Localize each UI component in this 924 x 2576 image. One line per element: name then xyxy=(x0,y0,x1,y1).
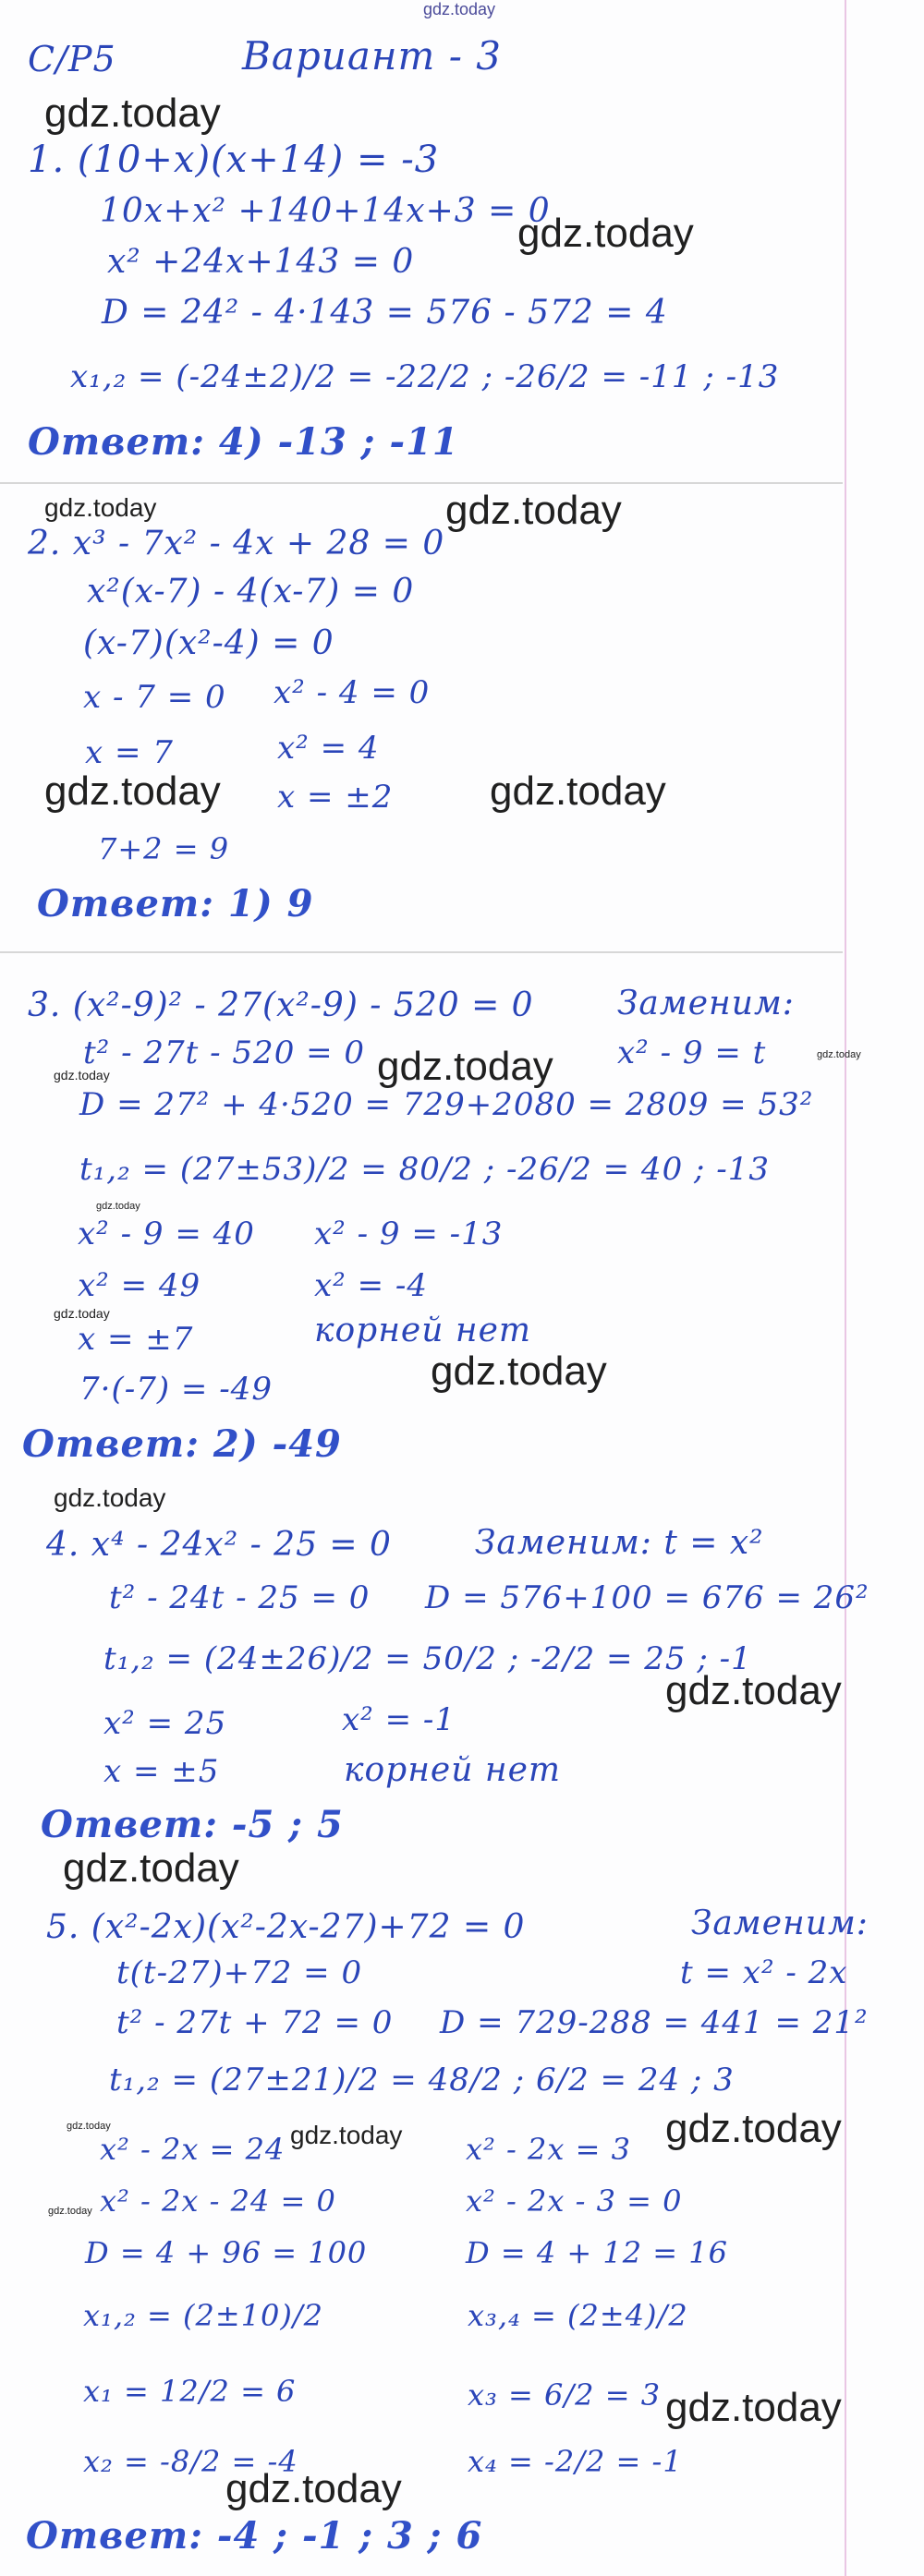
watermark: gdz.today xyxy=(44,91,221,136)
task-3-line: 3. (x²-9)² - 27(x²-9) - 520 = 0 xyxy=(28,986,534,1024)
task-2-line: x² - 4 = 0 xyxy=(274,674,431,711)
task-5-line: x₁,₂ = (2±10)/2 xyxy=(83,2298,324,2333)
task-4-line: x² = 25 xyxy=(103,1705,227,1742)
task-4-line: x = ±5 xyxy=(103,1753,220,1790)
task-3-line: x = ±7 xyxy=(78,1321,194,1358)
task-5-line: t(t-27)+72 = 0 xyxy=(116,1954,363,1991)
task-3-line: x² - 9 = -13 xyxy=(314,1215,504,1252)
task-5-line: x₃ = 6/2 = 3 xyxy=(468,2377,662,2413)
task-4-substitution: Заменим: t = x² xyxy=(475,1524,764,1562)
watermark: gdz.today xyxy=(48,2206,92,2217)
watermark: gdz.today xyxy=(44,768,221,814)
task-3-line: 7·(-7) = -49 xyxy=(79,1371,273,1408)
watermark: gdz.today xyxy=(96,1201,140,1212)
task-3-discriminant: D = 27² + 4·520 = 729+2080 = 2809 = 53² xyxy=(79,1086,814,1123)
task-5-line: x² - 2x - 3 = 0 xyxy=(466,2183,683,2219)
task-2-answer: Ответ: 1) 9 xyxy=(37,882,314,925)
watermark: gdz.today xyxy=(377,1044,553,1089)
task-3-line: x² - 9 = 40 xyxy=(78,1215,255,1252)
watermark: gdz.today xyxy=(54,1068,110,1082)
task-2-line: 7+2 = 9 xyxy=(98,831,230,866)
task-3-roots: t₁,₂ = (27±53)/2 = 80/2 ; -26/2 = 40 ; -13 xyxy=(79,1151,771,1188)
variant-label: Вариант - 3 xyxy=(242,33,502,79)
watermark: gdz.today xyxy=(431,1348,607,1394)
task-1-answer: Ответ: 4) -13 ; -11 xyxy=(28,420,459,464)
task-5-substitution: t = x² - 2x xyxy=(680,1954,848,1991)
watermark: gdz.today xyxy=(54,1483,166,1512)
task-5-roots: t₁,₂ = (27±21)/2 = 48/2 ; 6/2 = 24 ; 3 xyxy=(109,2062,735,2098)
task-5-line: x² - 2x = 24 xyxy=(100,2132,286,2167)
task-5-line: x² - 2x - 24 = 0 xyxy=(100,2183,336,2219)
task-5-substitution-label: Заменим: xyxy=(691,1905,869,1942)
task-4-answer: Ответ: -5 ; 5 xyxy=(41,1803,344,1846)
task-3-line: t² - 27t - 520 = 0 xyxy=(83,1034,366,1071)
watermark: gdz.today xyxy=(517,211,694,256)
watermark: gdz.today xyxy=(54,1306,110,1321)
task-2-line: x = 7 xyxy=(85,734,174,771)
task-1-line: x² +24x+143 = 0 xyxy=(107,243,415,281)
task-3-line: x² = 49 xyxy=(78,1267,201,1304)
watermark: gdz.today xyxy=(817,1049,861,1060)
task-4-no-roots: корней нет xyxy=(344,1751,562,1789)
watermark: gdz.today xyxy=(665,2106,842,2151)
task-4-roots: t₁,₂ = (24±26)/2 = 50/2 ; -2/2 = 25 ; -1 xyxy=(103,1640,752,1677)
task-5-line: x₄ = -2/2 = -1 xyxy=(468,2444,683,2479)
task-4-line: x² = -1 xyxy=(342,1701,456,1738)
task-3-answer: Ответ: 2) -49 xyxy=(22,1422,342,1466)
task-3-no-roots: корней нет xyxy=(314,1312,532,1349)
work-label: С/Р5 xyxy=(28,39,116,79)
task-5-line: 5. (x²-2x)(x²-2x-27)+72 = 0 xyxy=(46,1908,526,1946)
task-2-line: 2. x³ - 7x² - 4x + 28 = 0 xyxy=(28,525,445,562)
task-1-line: 10x+x² +140+14x+3 = 0 xyxy=(100,192,551,230)
task-5-answer: Ответ: -4 ; -1 ; 3 ; 6 xyxy=(26,2514,483,2558)
task-5-line: x₂ = -8/2 = -4 xyxy=(83,2444,298,2479)
task-5-discriminant-a: D = 4 + 96 = 100 xyxy=(85,2235,368,2270)
task-3-line: x² = -4 xyxy=(314,1267,429,1304)
task-2-line: (x-7)(x²-4) = 0 xyxy=(83,624,334,662)
task-3-substitution-label: Заменим: xyxy=(617,985,795,1022)
watermark: gdz.today xyxy=(290,2121,403,2149)
watermark: gdz.today xyxy=(665,1668,842,1713)
margin-line xyxy=(845,0,846,2576)
watermark: gdz.today xyxy=(225,2466,402,2511)
task-1-roots: x₁,₂ = (-24±2)/2 = -22/2 ; -26/2 = -11 ; -13 xyxy=(70,358,780,395)
task-5-discriminant-b: D = 4 + 12 = 16 xyxy=(466,2235,728,2270)
task-4-line: 4. x⁴ - 24x² - 25 = 0 xyxy=(46,1526,392,1564)
task-5-line: t² - 27t + 72 = 0 xyxy=(116,2004,394,2041)
task-separator xyxy=(0,482,843,484)
watermark: gdz.today xyxy=(63,1845,239,1891)
watermark: gdz.today xyxy=(490,768,666,814)
task-3-substitution: x² - 9 = t xyxy=(617,1034,767,1071)
watermark: gdz.today xyxy=(67,2121,111,2132)
task-2-line: x²(x-7) - 4(x-7) = 0 xyxy=(87,573,415,611)
task-4-line: t² - 24t - 25 = 0 xyxy=(109,1579,371,1616)
task-5-line: x² - 2x = 3 xyxy=(466,2132,631,2167)
task-1-discriminant: D = 24² - 4·143 = 576 - 572 = 4 xyxy=(102,294,668,332)
task-5-discriminant: D = 729-288 = 441 = 21² xyxy=(440,2004,869,2041)
watermark: gdz.today xyxy=(445,488,622,533)
task-5-line: x₃,₄ = (2±4)/2 xyxy=(468,2298,688,2333)
task-5-line: x₁ = 12/2 = 6 xyxy=(83,2374,297,2409)
task-2-line: x² = 4 xyxy=(277,730,380,767)
task-2-line: x = ±2 xyxy=(277,779,394,816)
task-1-line: 1. (10+x)(x+14) = -3 xyxy=(28,139,440,181)
task-4-discriminant: D = 576+100 = 676 = 26² xyxy=(425,1579,869,1616)
watermark: gdz.today xyxy=(44,493,157,522)
watermark: gdz.today xyxy=(665,2385,842,2430)
task-separator xyxy=(0,951,843,953)
watermark: gdz.today xyxy=(423,0,496,18)
task-2-line: x - 7 = 0 xyxy=(83,679,226,716)
